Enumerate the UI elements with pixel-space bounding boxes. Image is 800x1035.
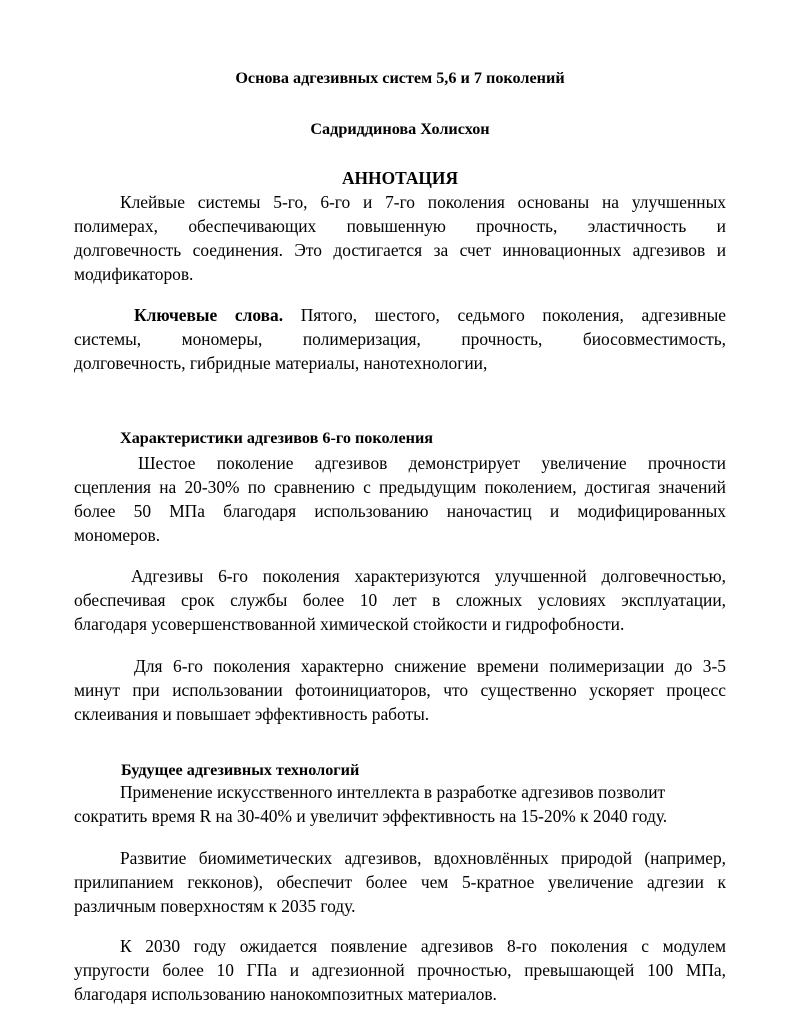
paragraph-line: обеспечивая срок службы более 10 лет в сложных условиях эксплуатации,	[74, 590, 726, 610]
paragraph-line: упругости более 10 ГПа и адгезионной прочностью, превышающей 100 МПа,	[74, 960, 726, 980]
paragraph-line: К 2030 году ожидается появление адгезивов 8-го поколения с модулем	[120, 936, 726, 956]
annotation-heading: АННОТАЦИЯ	[341, 168, 459, 188]
paragraph-line: Применение искусственного интеллекта в разработке адгезивов позволит	[120, 782, 666, 802]
document-title: Основа адгезивных систем 5,6 и 7 поколений	[235, 69, 565, 87]
annotation-line: модификаторов.	[74, 264, 194, 284]
annotation-paragraph	[74, 190, 726, 286]
paragraph-line: сцепления на 20-30% по сравнению с предыдущим поколением, достигая значений	[74, 477, 726, 497]
paragraph-line: более 50 МПа благодаря использованию наночастиц и модифицированных	[74, 501, 726, 521]
author-name: Садриддинова Холисхон	[310, 120, 490, 138]
paragraph-line: минут при использовании фотоинициаторов, что существенно ускоряет процесс	[74, 680, 726, 700]
gen6-paragraph-3	[74, 654, 726, 726]
keywords-line: системы, мономеры, полимеризация, прочность, биосовместимость,	[74, 329, 726, 349]
paragraph-line: прилипанием гекконов), обеспечит более чем 5-кратное увеличение адгезии к	[74, 872, 726, 892]
annotation-line: Клейвые системы 5-го, 6-го и 7-го поколения основаны на улучшенных	[120, 192, 726, 212]
keywords-text: Пятого, шестого, седьмого поколения, адгезивные	[283, 305, 726, 325]
annotation-line: полимерах, обеспечивающих повышенную прочность, эластичность и	[74, 216, 726, 236]
gen6-paragraph-2	[74, 564, 726, 636]
paragraph-line: различным поверхностям к 2035 году.	[74, 896, 356, 916]
section-heading-future: Будущее адгезивных технологий	[121, 761, 360, 779]
future-paragraph-3	[74, 934, 726, 1006]
paragraph-line: Шестое поколение адгезивов демонстрирует увеличение прочности	[138, 453, 726, 473]
paragraph-line: благодаря усовершенствованной химической стойкости и гидрофобности.	[74, 614, 625, 634]
paragraph-line: Для 6-го поколения характерно снижение времени полимеризации до 3-5	[134, 656, 726, 676]
gen6-paragraph-1	[74, 451, 726, 547]
paragraph-line: мономеров.	[74, 525, 161, 545]
paragraph-line: Адгезивы 6-го поколения характеризуются улучшенной долговечностью,	[131, 566, 726, 586]
future-paragraph-2	[74, 846, 726, 918]
keywords-label: Ключевые слова.	[134, 305, 284, 325]
paragraph-line: сократить время R на 30-40% и увеличит эффективность на 15-20% к 2040 году.	[74, 806, 668, 826]
future-paragraph-1	[74, 780, 726, 828]
paragraph-line: благодаря использованию нанокомпозитных материалов.	[74, 984, 497, 1004]
section-heading-gen6: Характеристики адгезивов 6-го поколения	[120, 429, 434, 447]
annotation-line: долговечность соединения. Это достигается за счет инновационных адгезивов и	[74, 240, 726, 260]
keywords-line: долговечность, гибридные материалы, нанотехнологии,	[74, 353, 488, 373]
paragraph-line: Развитие биомиметических адгезивов, вдохновлённых природой (например,	[120, 848, 726, 868]
paragraph-line: склеивания и повышает эффективность работы.	[74, 704, 430, 724]
keywords-paragraph	[74, 303, 726, 375]
keywords-line	[74, 303, 726, 327]
